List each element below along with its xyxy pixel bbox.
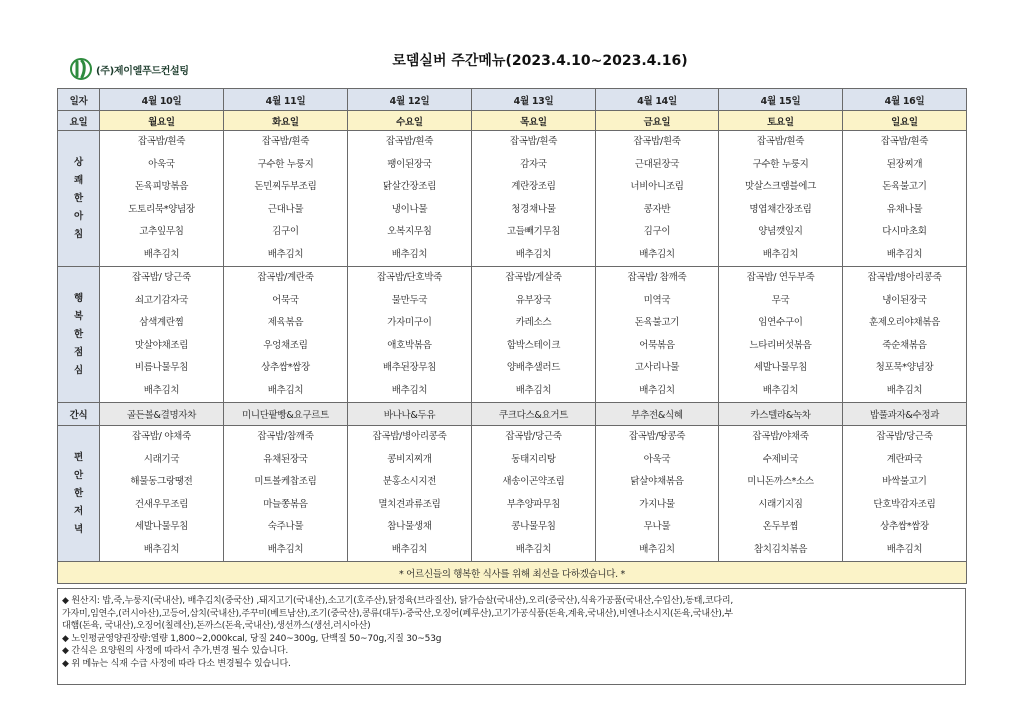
dish-item: 배추김치	[391, 543, 428, 555]
dish-item: 카레소스	[515, 317, 552, 328]
nutrition-note: ◆ 노인평균영양권장량:열량 1,800~2,000kcal, 당질 240~300g, 단백질 50~70g,지질 30~53g	[62, 633, 442, 644]
dish-item: 세발나물무침	[134, 521, 189, 532]
lunch-row	[58, 267, 967, 403]
meal-label-char: 아	[74, 210, 83, 222]
date-cell: 4월 15일	[719, 89, 843, 111]
menu-cell	[472, 267, 596, 403]
weekday-row	[58, 111, 967, 131]
dinner-row	[58, 426, 967, 562]
dish-item: 가지나물	[639, 498, 675, 510]
dish-item: 아욱국	[148, 158, 175, 170]
lunch-label	[58, 267, 100, 403]
dish-item: 맛살스크램블에그	[744, 181, 817, 192]
dish-item: 돈육불고기	[634, 317, 680, 328]
menu-cell	[596, 131, 719, 267]
meal-label-char: 한	[74, 328, 83, 340]
dish-item: 온두부찜	[762, 521, 799, 532]
dish-item: 배추김치	[267, 248, 304, 260]
dish-item: 잡곡밥/ 당근죽	[132, 272, 191, 283]
dish-item: 부추양파무침	[506, 498, 561, 510]
menu-cell	[719, 267, 843, 403]
dish-item: 고추잎무침	[139, 226, 184, 237]
dish-item: 청경채나물	[511, 203, 556, 215]
origin-note: 대햄(돈육, 국내산),오징어(칠레산),돈까스(돈육,국내산),생선까스(생선,러시아산)	[62, 621, 371, 632]
dish-item: 삼색계란찜	[139, 317, 184, 328]
dish-item: 잡곡밥/병아리콩죽	[867, 272, 942, 283]
dish-item: 숙주나물	[267, 521, 304, 532]
meal-label-char: 한	[74, 192, 83, 204]
dish-item: 잡곡밥/ 연두부죽	[746, 272, 815, 283]
menu-cell	[719, 131, 843, 267]
meal-label-char: 행	[74, 292, 83, 304]
dish-item: 분홍소시지전	[382, 476, 437, 487]
menu-cell	[472, 131, 596, 267]
dish-item: 근대나물	[267, 203, 304, 215]
dish-item: 잡곡밥/단호박죽	[376, 272, 443, 283]
company-name: (주)제이엘푸드컨설팅	[96, 65, 189, 77]
dish-item: 양배추샐러드	[506, 362, 561, 373]
weekday-cell: 수요일	[348, 111, 472, 131]
date-cell: 4월 14일	[596, 89, 719, 111]
meal-label-char: 안	[74, 469, 83, 481]
date-cell: 4월 12일	[348, 89, 472, 111]
menu-cell	[100, 426, 224, 562]
meal-label-char: 편	[74, 451, 83, 463]
dish-item: 배추김치	[267, 543, 304, 555]
menu-cell	[843, 267, 967, 403]
dish-item: 시래기지짐	[758, 498, 803, 510]
snack-row	[58, 403, 967, 426]
logo-leaf-icon	[70, 57, 92, 81]
dish-item: 닭살야채볶음	[630, 476, 684, 487]
meal-label-char: 한	[74, 487, 83, 499]
dish-item: 임연수구이	[758, 317, 803, 328]
dish-item: 건새우무조림	[134, 498, 189, 510]
dish-item: 미트볼케찹조림	[254, 476, 317, 487]
dish-item: 배추김치	[639, 384, 675, 396]
dish-item: 물만두국	[391, 294, 428, 306]
dish-item: 무나물	[643, 521, 671, 532]
dish-item: 참나물생채	[387, 521, 432, 532]
dish-item: 오복지무침	[387, 226, 432, 237]
page-title: 로뎀실버 주간메뉴(2023.4.10~2023.4.16)	[392, 53, 688, 69]
dish-item: 근대된장국	[634, 158, 680, 170]
meal-label-char: 쾌	[74, 174, 83, 186]
dish-item: 계란파국	[886, 453, 923, 465]
dish-item: 냉이된장국	[882, 294, 927, 306]
dish-item: 김구이	[272, 226, 299, 237]
dish-item: 쇠고기감자국	[134, 294, 189, 306]
dish-item: 상추쌈*쌈장	[880, 521, 929, 532]
snack-cell: 부추전&식혜	[596, 403, 719, 426]
dish-item: 구수한 누룽지	[257, 158, 314, 170]
dish-item: 닭살간장조림	[382, 181, 437, 192]
dish-item: 느타리버섯볶음	[749, 339, 812, 351]
dish-item: 가자미구이	[387, 317, 432, 328]
snack-label: 간식	[58, 403, 100, 426]
snack-cell: 쿠크다스&요거트	[472, 403, 596, 426]
dish-item: 너비아니조림	[630, 181, 684, 192]
dish-item: 제육볶음	[267, 317, 304, 328]
weekday-cell: 금요일	[596, 111, 719, 131]
dish-item: 고사리나물	[634, 362, 680, 373]
notice-row	[58, 562, 967, 584]
dish-item: 마늘쫑볶음	[263, 498, 308, 510]
weekday-cell: 화요일	[224, 111, 348, 131]
menu-cell	[843, 426, 967, 562]
dish-item: 미니돈까스*소스	[747, 476, 814, 487]
dish-item: 훈제오리야채볶음	[868, 317, 941, 328]
weekday-cell: 목요일	[472, 111, 596, 131]
weekly-menu-table	[57, 88, 967, 584]
snack-cell: 밥풀과자&수정과	[843, 403, 967, 426]
dish-item: 돈육불고기	[882, 181, 927, 192]
dish-item: 명엽채간장조림	[749, 203, 812, 215]
dish-item: 잡곡밥/땅콩죽	[628, 431, 686, 442]
date-cell: 4월 13일	[472, 89, 596, 111]
date-cell: 4월 16일	[843, 89, 967, 111]
dish-item: 계란장조림	[511, 181, 556, 192]
dish-item: 배추김치	[515, 384, 552, 396]
dish-item: 멸치견과류조림	[378, 498, 441, 510]
dish-item: 구수한 누룽지	[752, 158, 809, 170]
dish-item: 돈육피망볶음	[134, 181, 189, 192]
dish-item: 배추김치	[886, 543, 923, 555]
dish-item: 배추김치	[391, 384, 428, 396]
dish-item: 배추김치	[515, 543, 552, 555]
meal-label-char: 점	[74, 346, 83, 358]
dish-item: 잡곡밥/흰죽	[261, 136, 310, 147]
weekday-cell: 토요일	[719, 111, 843, 131]
snack-cell: 골든볼&결명자차	[100, 403, 224, 426]
meal-label-char: 상	[74, 156, 83, 168]
dish-item: 배추김치	[267, 384, 304, 396]
dish-item: 유부장국	[515, 294, 552, 306]
dish-item: 잡곡밥/당근죽	[505, 431, 562, 442]
dish-item: 상추쌈*쌈장	[261, 362, 310, 373]
dish-item: 잡곡밥/흰죽	[137, 136, 186, 147]
menu-change-note: ◆ 위 메뉴는 식재 수급 사정에 따라 다소 변경될수 있습니다.	[62, 658, 291, 669]
dish-item: 단호박감자조림	[873, 498, 936, 510]
dish-item: 잡곡밥/병아리콩죽	[372, 431, 447, 442]
dish-item: 잡곡밥/게살죽	[505, 272, 562, 283]
meal-label-char: 심	[74, 364, 83, 376]
dish-item: 함박스테이크	[506, 339, 561, 351]
dish-item: 잡곡밥/참깨죽	[257, 431, 314, 442]
dish-item: 우엉채조림	[263, 339, 308, 351]
dish-item: 잡곡밥/흰죽	[385, 136, 434, 147]
menu-cell	[100, 131, 224, 267]
dish-item: 배추김치	[762, 248, 799, 260]
menu-cell	[596, 426, 719, 562]
dish-item: 배추김치	[143, 543, 180, 555]
dish-item: 비름나물무침	[134, 362, 189, 373]
dish-item: 유채나물	[886, 203, 923, 215]
menu-cell	[224, 267, 348, 403]
dish-item: 감자국	[520, 158, 547, 170]
meal-label-char: 침	[74, 228, 83, 240]
dish-item: 청포묵*양념장	[875, 362, 934, 373]
dish-item: 배추김치	[639, 543, 675, 555]
dish-item: 잡곡밥/야채죽	[752, 431, 809, 442]
dish-item: 콩자반	[643, 203, 671, 215]
dish-item: 무국	[771, 294, 790, 306]
date-label: 일자	[58, 89, 100, 111]
dish-item: 배추김치	[639, 248, 675, 260]
dish-item: 배추김치	[391, 248, 428, 260]
menu-cell	[843, 131, 967, 267]
dish-item: 도토리묵*양념장	[128, 203, 195, 215]
date-row	[58, 89, 967, 111]
dish-item: 바싹불고기	[882, 476, 927, 487]
dish-item: 배추김치	[762, 384, 799, 396]
menu-cell	[348, 267, 472, 403]
dish-item: 배추김치	[143, 384, 180, 396]
snack-cell: 카스텔라&녹차	[719, 403, 843, 426]
notes-box	[57, 588, 966, 685]
weekday-cell: 월요일	[100, 111, 224, 131]
dish-item: 돈민찌두부조림	[254, 181, 317, 192]
dinner-label	[58, 426, 100, 562]
breakfast-label	[58, 131, 100, 267]
meal-label-char: 저	[74, 505, 83, 517]
menu-cell	[224, 131, 348, 267]
dish-item: 잡곡밥/흰죽	[880, 136, 929, 147]
dish-item: 된장찌개	[886, 158, 923, 170]
menu-cell	[472, 426, 596, 562]
dish-item: 잡곡밥/흰죽	[633, 136, 681, 147]
menu-cell	[596, 267, 719, 403]
menu-cell	[719, 426, 843, 562]
dish-item: 잡곡밥/ 야채죽	[132, 431, 191, 442]
dish-item: 세발나물무침	[753, 362, 808, 373]
breakfast-row	[58, 131, 967, 267]
dish-item: 미역국	[643, 294, 671, 306]
dish-item: 어묵국	[272, 294, 299, 306]
dish-item: 잡곡밥/계란죽	[257, 272, 314, 283]
company-logo	[70, 57, 189, 81]
menu-cell	[348, 131, 472, 267]
dish-item: 시래기국	[143, 453, 180, 465]
dish-item: 애호박볶음	[387, 339, 432, 351]
dish-item: 아욱국	[643, 453, 671, 465]
notice-text: * 어르신들의 행복한 식사를 위해 최선을 다하겠습니다. *	[58, 562, 967, 584]
dish-item: 배추된장무침	[382, 362, 437, 373]
dish-item: 배추김치	[143, 248, 180, 260]
dish-item: 맛살야채조림	[134, 339, 189, 351]
dish-item: 콩나물무침	[511, 521, 556, 532]
dish-item: 어묵볶음	[639, 339, 675, 351]
origin-note: 가자미,임연수,(러시아산),고등어,삼치(국내산),주꾸미(베트남산),조기(중국산),콩류(대두)-중국산,오징어(페루산),고기가공식품(돈육,계육,국내산),비엔나소시지(돈육,국내산),부	[62, 608, 733, 619]
dish-item: 배추김치	[886, 248, 923, 260]
dish-item: 새송이곤약조림	[502, 476, 565, 487]
menu-cell	[100, 267, 224, 403]
dish-item: 다시마초회	[882, 226, 927, 237]
dish-item: 수제비국	[762, 453, 799, 465]
weekday-label: 요일	[58, 111, 100, 131]
dish-item: 김구이	[643, 226, 671, 237]
dish-item: 잡곡밥/흰죽	[756, 136, 805, 147]
dish-item: 양념깻잎지	[758, 226, 803, 237]
dish-item: 배추김치	[886, 384, 923, 396]
dish-item: 고들빼기무침	[506, 226, 561, 237]
dish-item: 죽순채볶음	[882, 339, 927, 351]
date-cell: 4월 11일	[224, 89, 348, 111]
dish-item: 냉이나물	[391, 203, 428, 215]
snack-cell: 바나나&두유	[348, 403, 472, 426]
menu-cell	[224, 426, 348, 562]
dish-item: 잡곡밥/당근죽	[876, 431, 933, 442]
dish-item: 유채된장국	[263, 453, 308, 465]
dish-item: 잡곡밥/흰죽	[509, 136, 558, 147]
dish-item: 해물동그랑땡전	[130, 476, 193, 487]
meal-label-char: 복	[74, 310, 83, 322]
dish-item: 참치김치볶음	[753, 543, 808, 555]
snack-note: ◆ 간식은 요양원의 사정에 따라서 추가,변경 될수 있습니다.	[62, 646, 289, 657]
date-cell: 4월 10일	[100, 89, 224, 111]
dish-item: 콩비지찌개	[387, 453, 432, 465]
meal-label-char: 녁	[74, 523, 83, 535]
dish-item: 잡곡밥/ 참깨죽	[627, 272, 687, 283]
menu-cell	[348, 426, 472, 562]
dish-item: 동태지리탕	[511, 453, 556, 465]
dish-item: 팽이된장국	[387, 158, 432, 170]
dish-item: 배추김치	[515, 248, 552, 260]
origin-note: ◆ 원산지: 밥,죽,누룽지(국내산), 배추김치(중국산) ,돼지고기(국내산),소고기(호주산),닭정육(브라질산), 닭가슴살(국내산),오리(중국산),식육가공품(국내산,수입산),동태,코다리,	[62, 596, 734, 606]
snack-cell: 미니단팥빵&요구르트	[224, 403, 348, 426]
weekday-cell: 일요일	[843, 111, 967, 131]
